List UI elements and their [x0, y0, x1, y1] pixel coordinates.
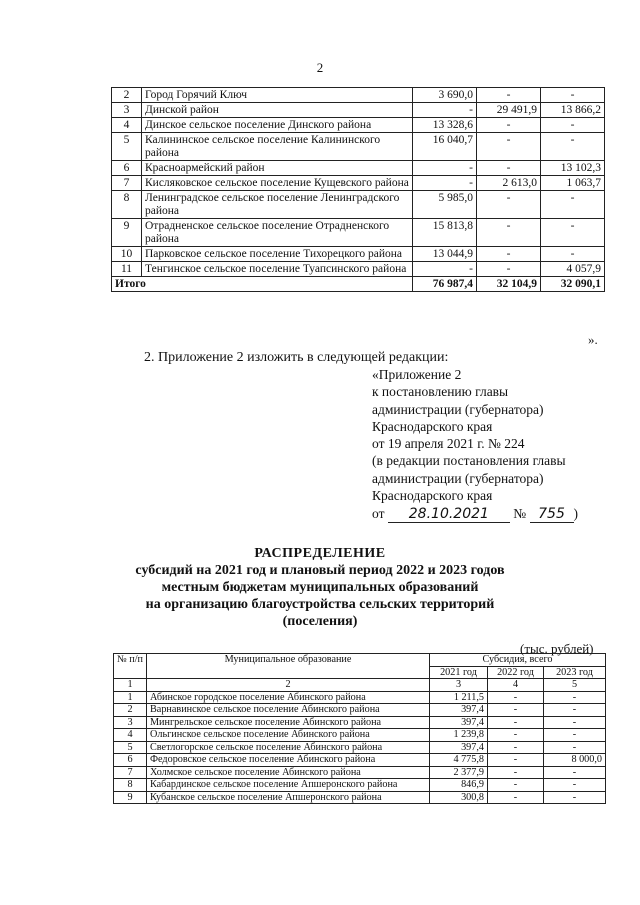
table-row [114, 766, 606, 779]
municipality-name: Город Горячий Ключ [142, 88, 413, 103]
table-row [114, 779, 606, 792]
municipality-name: Холмское сельское поселение Абинского района [147, 766, 430, 779]
value-2021: 397,4 [430, 741, 488, 754]
column-number: 5 [544, 679, 606, 692]
row-number: 10 [112, 247, 142, 262]
row-number: 9 [112, 219, 142, 247]
value-2023: 8 000,0 [544, 754, 606, 767]
header-subsidy: Субсидия, всего [430, 654, 606, 667]
table-row [112, 133, 605, 161]
value-2021: 15 813,8 [413, 219, 477, 247]
value-2023: - [544, 791, 606, 804]
value-2021: 300,8 [430, 791, 488, 804]
row-number: 11 [112, 262, 142, 277]
row-number: 7 [114, 766, 147, 779]
value-2023: 13 866,2 [541, 103, 605, 118]
column-number: 3 [430, 679, 488, 692]
value-2023: - [541, 118, 605, 133]
table-row [112, 118, 605, 133]
appendix-header [372, 366, 578, 523]
row-number: 2 [112, 88, 142, 103]
value-2022: - [488, 716, 544, 729]
total-label: Итого [112, 277, 413, 292]
header-2021: 2021 год [430, 666, 488, 679]
value-2023: - [541, 88, 605, 103]
value-2023: - [541, 191, 605, 219]
value-2023: - [544, 704, 606, 717]
number-label: № [513, 506, 527, 522]
header-row [114, 654, 606, 667]
resolution-date-line: от 28.10.2021 № 755 ) [372, 506, 578, 523]
value-2022: - [488, 741, 544, 754]
value-2022: - [477, 247, 541, 262]
table-row [112, 176, 605, 191]
row-number: 5 [114, 741, 147, 754]
header-num: № п/п [114, 654, 147, 679]
units-label: (тыс. рублей) [520, 641, 594, 656]
municipality-name: Калининское сельское поселение Калининского района [142, 133, 413, 161]
value-2023: - [541, 133, 605, 161]
appendix-line: «Приложение 2 [372, 367, 462, 382]
heading-line: на организацию благоустройства сельских территорий [145, 597, 495, 612]
column-numbers-row [114, 679, 606, 692]
header-2022: 2022 год [488, 666, 544, 679]
row-number: 6 [114, 754, 147, 767]
table-row [114, 691, 606, 704]
value-2022: - [477, 161, 541, 176]
municipality-name: Абинское городское поселение Абинского района [147, 691, 430, 704]
municipality-name: Отрадненское сельское поселение Отрадненского района [142, 219, 413, 247]
distribution-heading [0, 545, 640, 630]
header-municipality: Муниципальное образование [147, 654, 430, 679]
handwritten-number: 755 [530, 507, 574, 523]
value-2021: 397,4 [430, 704, 488, 717]
value-2023: - [544, 766, 606, 779]
value-2022: - [477, 133, 541, 161]
municipality-name: Динское сельское поселение Динского района [142, 118, 413, 133]
value-2021: - [413, 262, 477, 277]
value-2023: - [544, 691, 606, 704]
appendix-line: администрации (губернатора) [372, 401, 544, 417]
table-row [114, 754, 606, 767]
table-row [114, 729, 606, 742]
value-2021: 13 328,6 [413, 118, 477, 133]
table-row [112, 262, 605, 277]
heading-line: местным бюджетам муниципальных образований [161, 580, 479, 595]
value-2022: - [488, 729, 544, 742]
value-2021: - [413, 176, 477, 191]
value-2022: - [477, 118, 541, 133]
municipality-name: Федоровское сельское поселение Абинского района [147, 754, 430, 767]
value-2023: - [541, 219, 605, 247]
municipality-name: Парковское сельское поселение Тихорецкого района [142, 247, 413, 262]
value-2021: 3 690,0 [413, 88, 477, 103]
heading-line: (поселения) [282, 614, 358, 629]
value-2022: - [477, 191, 541, 219]
total-2022: 32 104,9 [477, 277, 541, 292]
value-2021: 16 040,7 [413, 133, 477, 161]
value-2021: - [413, 161, 477, 176]
municipality-name: Тенгинское сельское поселение Туапсинского района [142, 262, 413, 277]
value-2021: - [413, 103, 477, 118]
value-2023: - [541, 247, 605, 262]
table-row [114, 791, 606, 804]
value-2023: - [544, 779, 606, 792]
municipality-name: Светлогорское сельское поселение Абинского района [147, 741, 430, 754]
handwritten-date: 28.10.2021 [388, 507, 510, 523]
row-number: 4 [114, 729, 147, 742]
value-2021: 1 211,5 [430, 691, 488, 704]
table-row [114, 741, 606, 754]
value-2022: - [488, 791, 544, 804]
appendix-line: администрации (губернатора) [372, 470, 544, 486]
continuation-table [111, 87, 605, 292]
distribution-table [113, 653, 606, 804]
header-2023: 2023 год [544, 666, 606, 679]
municipality-name: Кубанское сельское поселение Апшеронского района [147, 791, 430, 804]
value-2022: - [488, 779, 544, 792]
value-2021: 397,4 [430, 716, 488, 729]
table-row [112, 161, 605, 176]
municipality-name: Ленинградское сельское поселение Ленинградского района [142, 191, 413, 219]
table-row [114, 704, 606, 717]
value-2022: - [477, 219, 541, 247]
appendix-line: Краснодарского края [372, 488, 493, 504]
column-number: 2 [147, 679, 430, 692]
row-number: 7 [112, 176, 142, 191]
from-label: от [372, 506, 385, 522]
value-2021: 4 775,8 [430, 754, 488, 767]
value-2023: - [544, 741, 606, 754]
table-row [112, 191, 605, 219]
value-2022: 2 613,0 [477, 176, 541, 191]
appendix-line: (в редакции постановления главы [372, 453, 566, 469]
value-2023: 1 063,7 [541, 176, 605, 191]
value-2021: 2 377,9 [430, 766, 488, 779]
value-2023: - [544, 729, 606, 742]
value-2023: 13 102,3 [541, 161, 605, 176]
value-2022: - [488, 754, 544, 767]
appendix-line: Краснодарского края [372, 418, 493, 434]
table-row [112, 247, 605, 262]
row-number: 9 [114, 791, 147, 804]
total-2023: 32 090,1 [541, 277, 605, 292]
value-2021: 846,9 [430, 779, 488, 792]
value-2023: - [544, 716, 606, 729]
heading-line: субсидий на 2021 год и плановый период 2022 и 2023 годов [135, 563, 505, 578]
municipality-name: Мингрельское сельское поселение Абинского района [147, 716, 430, 729]
value-2021: 13 044,9 [413, 247, 477, 262]
heading-title: РАСПРЕДЕЛЕНИЕ [254, 546, 386, 561]
municipality-name: Варнавинское сельское поселение Абинского района [147, 704, 430, 717]
municipality-name: Динской район [142, 103, 413, 118]
municipality-name: Кабардинское сельское поселение Апшеронского района [147, 779, 430, 792]
table-row [112, 219, 605, 247]
closing-quote: ». [588, 332, 598, 347]
value-2022: - [488, 704, 544, 717]
table-row [114, 716, 606, 729]
amendment-paragraph: 2. Приложение 2 изложить в следующей редакции: [144, 350, 449, 365]
table-row [112, 103, 605, 118]
appendix-line: к постановлению главы [372, 384, 509, 400]
row-number: 2 [114, 704, 147, 717]
value-2022: - [488, 766, 544, 779]
row-number: 6 [112, 161, 142, 176]
total-2021: 76 987,4 [413, 277, 477, 292]
row-number: 8 [112, 191, 142, 219]
page-number: 2 [316, 60, 324, 75]
row-number: 8 [114, 779, 147, 792]
value-2022: 29 491,9 [477, 103, 541, 118]
municipality-name: Красноармейский район [142, 161, 413, 176]
row-number: 5 [112, 133, 142, 161]
appendix-line: от 19 апреля 2021 г. № 224 [372, 436, 525, 452]
row-number: 1 [114, 691, 147, 704]
column-number: 1 [114, 679, 147, 692]
row-number: 3 [112, 103, 142, 118]
column-number: 4 [488, 679, 544, 692]
value-2021: 5 985,0 [413, 191, 477, 219]
value-2021: 1 239,8 [430, 729, 488, 742]
value-2023: 4 057,9 [541, 262, 605, 277]
value-2022: - [488, 691, 544, 704]
municipality-name: Кисляковское сельское поселение Кущевского района [142, 176, 413, 191]
row-number: 3 [114, 716, 147, 729]
value-2022: - [477, 262, 541, 277]
municipality-name: Ольгинское сельское поселение Абинского района [147, 729, 430, 742]
value-2022: - [477, 88, 541, 103]
row-number: 4 [112, 118, 142, 133]
table-row [112, 88, 605, 103]
total-row [112, 277, 605, 292]
